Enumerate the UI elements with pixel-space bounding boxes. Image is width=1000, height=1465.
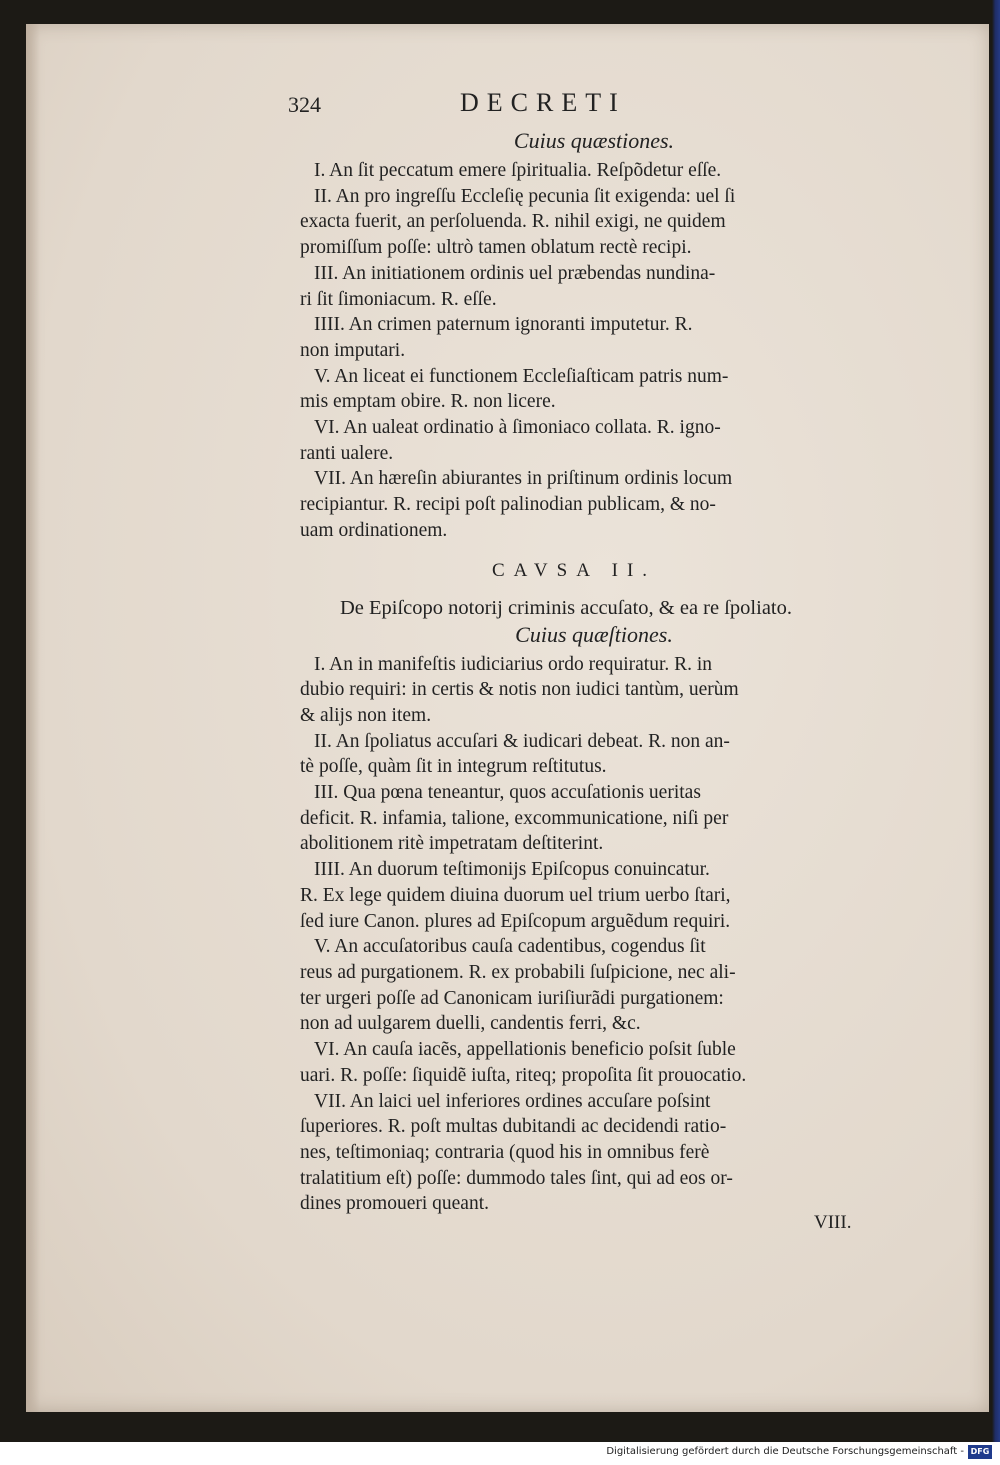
causa-title: De Epiſcopo notorij criminis accuſato, & ea re ſpoliato. xyxy=(339,596,792,619)
text-line: II. An ſpoliatus accuſari & iudicari debeat. R. non an- xyxy=(314,730,730,752)
page-text xyxy=(288,86,848,1217)
text-line: dines promoueri queant. xyxy=(300,1193,489,1215)
text-line: II. An pro ingreſſu Eccleſię pecunia ſit exigenda: uel ſi xyxy=(314,185,736,207)
text-line: ter urgeri poſſe ad Canonicam iuriſiurãdi purgationem: xyxy=(300,987,724,1009)
text-line: I. An ſit peccatum emere ſpiritualia. Reſpõdetur eſſe. xyxy=(314,160,722,181)
question-paragraph xyxy=(300,934,848,1037)
text-line: VII. An hæreſin abiurantes in priſtinum ordinis locum xyxy=(314,468,733,490)
text-line: R. Ex lege quidem diuina duorum uel trium uerbo ſtari, xyxy=(300,884,731,906)
question-paragraph xyxy=(300,184,848,261)
text-line: VI. An ualeat ordinatio à ſimoniaco collata. R. igno- xyxy=(314,417,721,439)
text-line: uari. R. poſſe: ſiquidẽ iuſta, riteq; propoſita ſit prouocatio. xyxy=(300,1064,747,1086)
causa-heading: CAVSA II. xyxy=(491,559,657,581)
text-line: tralatitium eſt) poſſe: dummodo tales ſint, qui ad eos or- xyxy=(300,1167,733,1189)
scan-edge xyxy=(992,0,1000,1442)
causa-questions xyxy=(300,652,848,1217)
text-line: non ad uulgarem duelli, candentis ferri, &c. xyxy=(300,1013,641,1035)
text-line: VI. An cauſa iacẽs, appellationis beneficio poſsit ſuble xyxy=(314,1039,736,1061)
text-line: tè poſſe, quàm ſit in integrum reſtitutus. xyxy=(300,756,607,778)
question-paragraph xyxy=(300,158,848,184)
text-line: ſuperiores. R. poſt multas dubitandi ac decidendi ratio- xyxy=(300,1116,727,1138)
dfg-logo: DFG xyxy=(968,1445,992,1459)
text-line: VII. An laici uel inferiores ordines accuſare poſsint xyxy=(314,1090,711,1112)
text-line: IIII. An crimen paternum ignoranti imputetur. R. xyxy=(314,314,693,336)
text-line: exacta fuerit, an perſoluenda. R. nihil exigi, ne quidem xyxy=(300,211,726,233)
text-line: dubio requiri: in certis & notis non iudici tantùm, uerùm xyxy=(300,679,739,701)
question-paragraph xyxy=(300,1089,848,1218)
text-line: IIII. An duorum teſtimonijs Epiſcopus conuincatur. xyxy=(314,859,710,881)
catchword: VIII. xyxy=(814,1212,852,1233)
page-header xyxy=(288,86,848,128)
text-line: promiſſum poſſe: ultrò tamen oblatum rectè recipi. xyxy=(300,237,692,259)
book-page xyxy=(26,24,989,1412)
section1-subhead: Cuius quæstiones. xyxy=(513,128,675,153)
page-number: 324 xyxy=(288,92,321,117)
text-line: ſed iure Canon. plures ad Epiſcopum arguẽdum requiri. xyxy=(300,910,731,932)
text-line: V. An liceat ei functionem Eccleſiaſticam patris num- xyxy=(314,365,729,387)
text-line: reus ad purgationem. R. ex probabili ſuſpicione, nec ali- xyxy=(300,961,736,983)
running-title: DECRETI xyxy=(460,88,626,117)
text-line: & alijs non item. xyxy=(300,704,432,726)
text-line: I. An in manifeſtis iudiciarius ordo requiratur. R. in xyxy=(314,653,713,675)
footer xyxy=(0,1442,1000,1465)
causa-subhead: Cuius quæſtiones. xyxy=(515,621,673,647)
question-paragraph xyxy=(300,415,848,466)
text-line: deficit. R. infamia, talione, excommunicatione, niſi per xyxy=(300,807,729,829)
text-line: abolitionem ritè impetratam deſtiterint. xyxy=(300,833,604,855)
question-paragraph xyxy=(300,652,848,729)
text-line: V. An accuſatoribus cauſa cadentibus, cogendus ſit xyxy=(314,936,706,958)
question-paragraph xyxy=(300,780,848,857)
text-line: uam ordinationem. xyxy=(300,519,448,541)
text-line: ri ſit ſimoniacum. R. eſſe. xyxy=(300,288,497,310)
section1-questions xyxy=(300,158,848,544)
text-line: III. Qua pœna teneantur, quos accuſationis ueritas xyxy=(314,782,701,804)
text-line: ranti ualere. xyxy=(300,442,394,464)
question-paragraph xyxy=(300,261,848,312)
text-line: recipiantur. R. recipi poſt palinodian publicam, & no- xyxy=(300,494,716,516)
text-line: nes, teſtimoniaq; contraria (quod his in omnibus ferè xyxy=(300,1141,710,1163)
question-paragraph xyxy=(300,312,848,363)
question-paragraph xyxy=(300,1037,848,1088)
text-line: III. An initiationem ordinis uel præbendas nundina- xyxy=(314,262,716,284)
question-paragraph xyxy=(300,857,848,934)
footer-credit: Digitalisierung gefördert durch die Deutsche Forschungsgemeinschaft - xyxy=(606,1446,964,1457)
question-paragraph xyxy=(300,729,848,780)
question-paragraph xyxy=(300,466,848,543)
question-paragraph xyxy=(300,364,848,415)
text-line: mis emptam obire. R. non licere. xyxy=(300,391,556,413)
text-line: non imputari. xyxy=(300,339,406,361)
